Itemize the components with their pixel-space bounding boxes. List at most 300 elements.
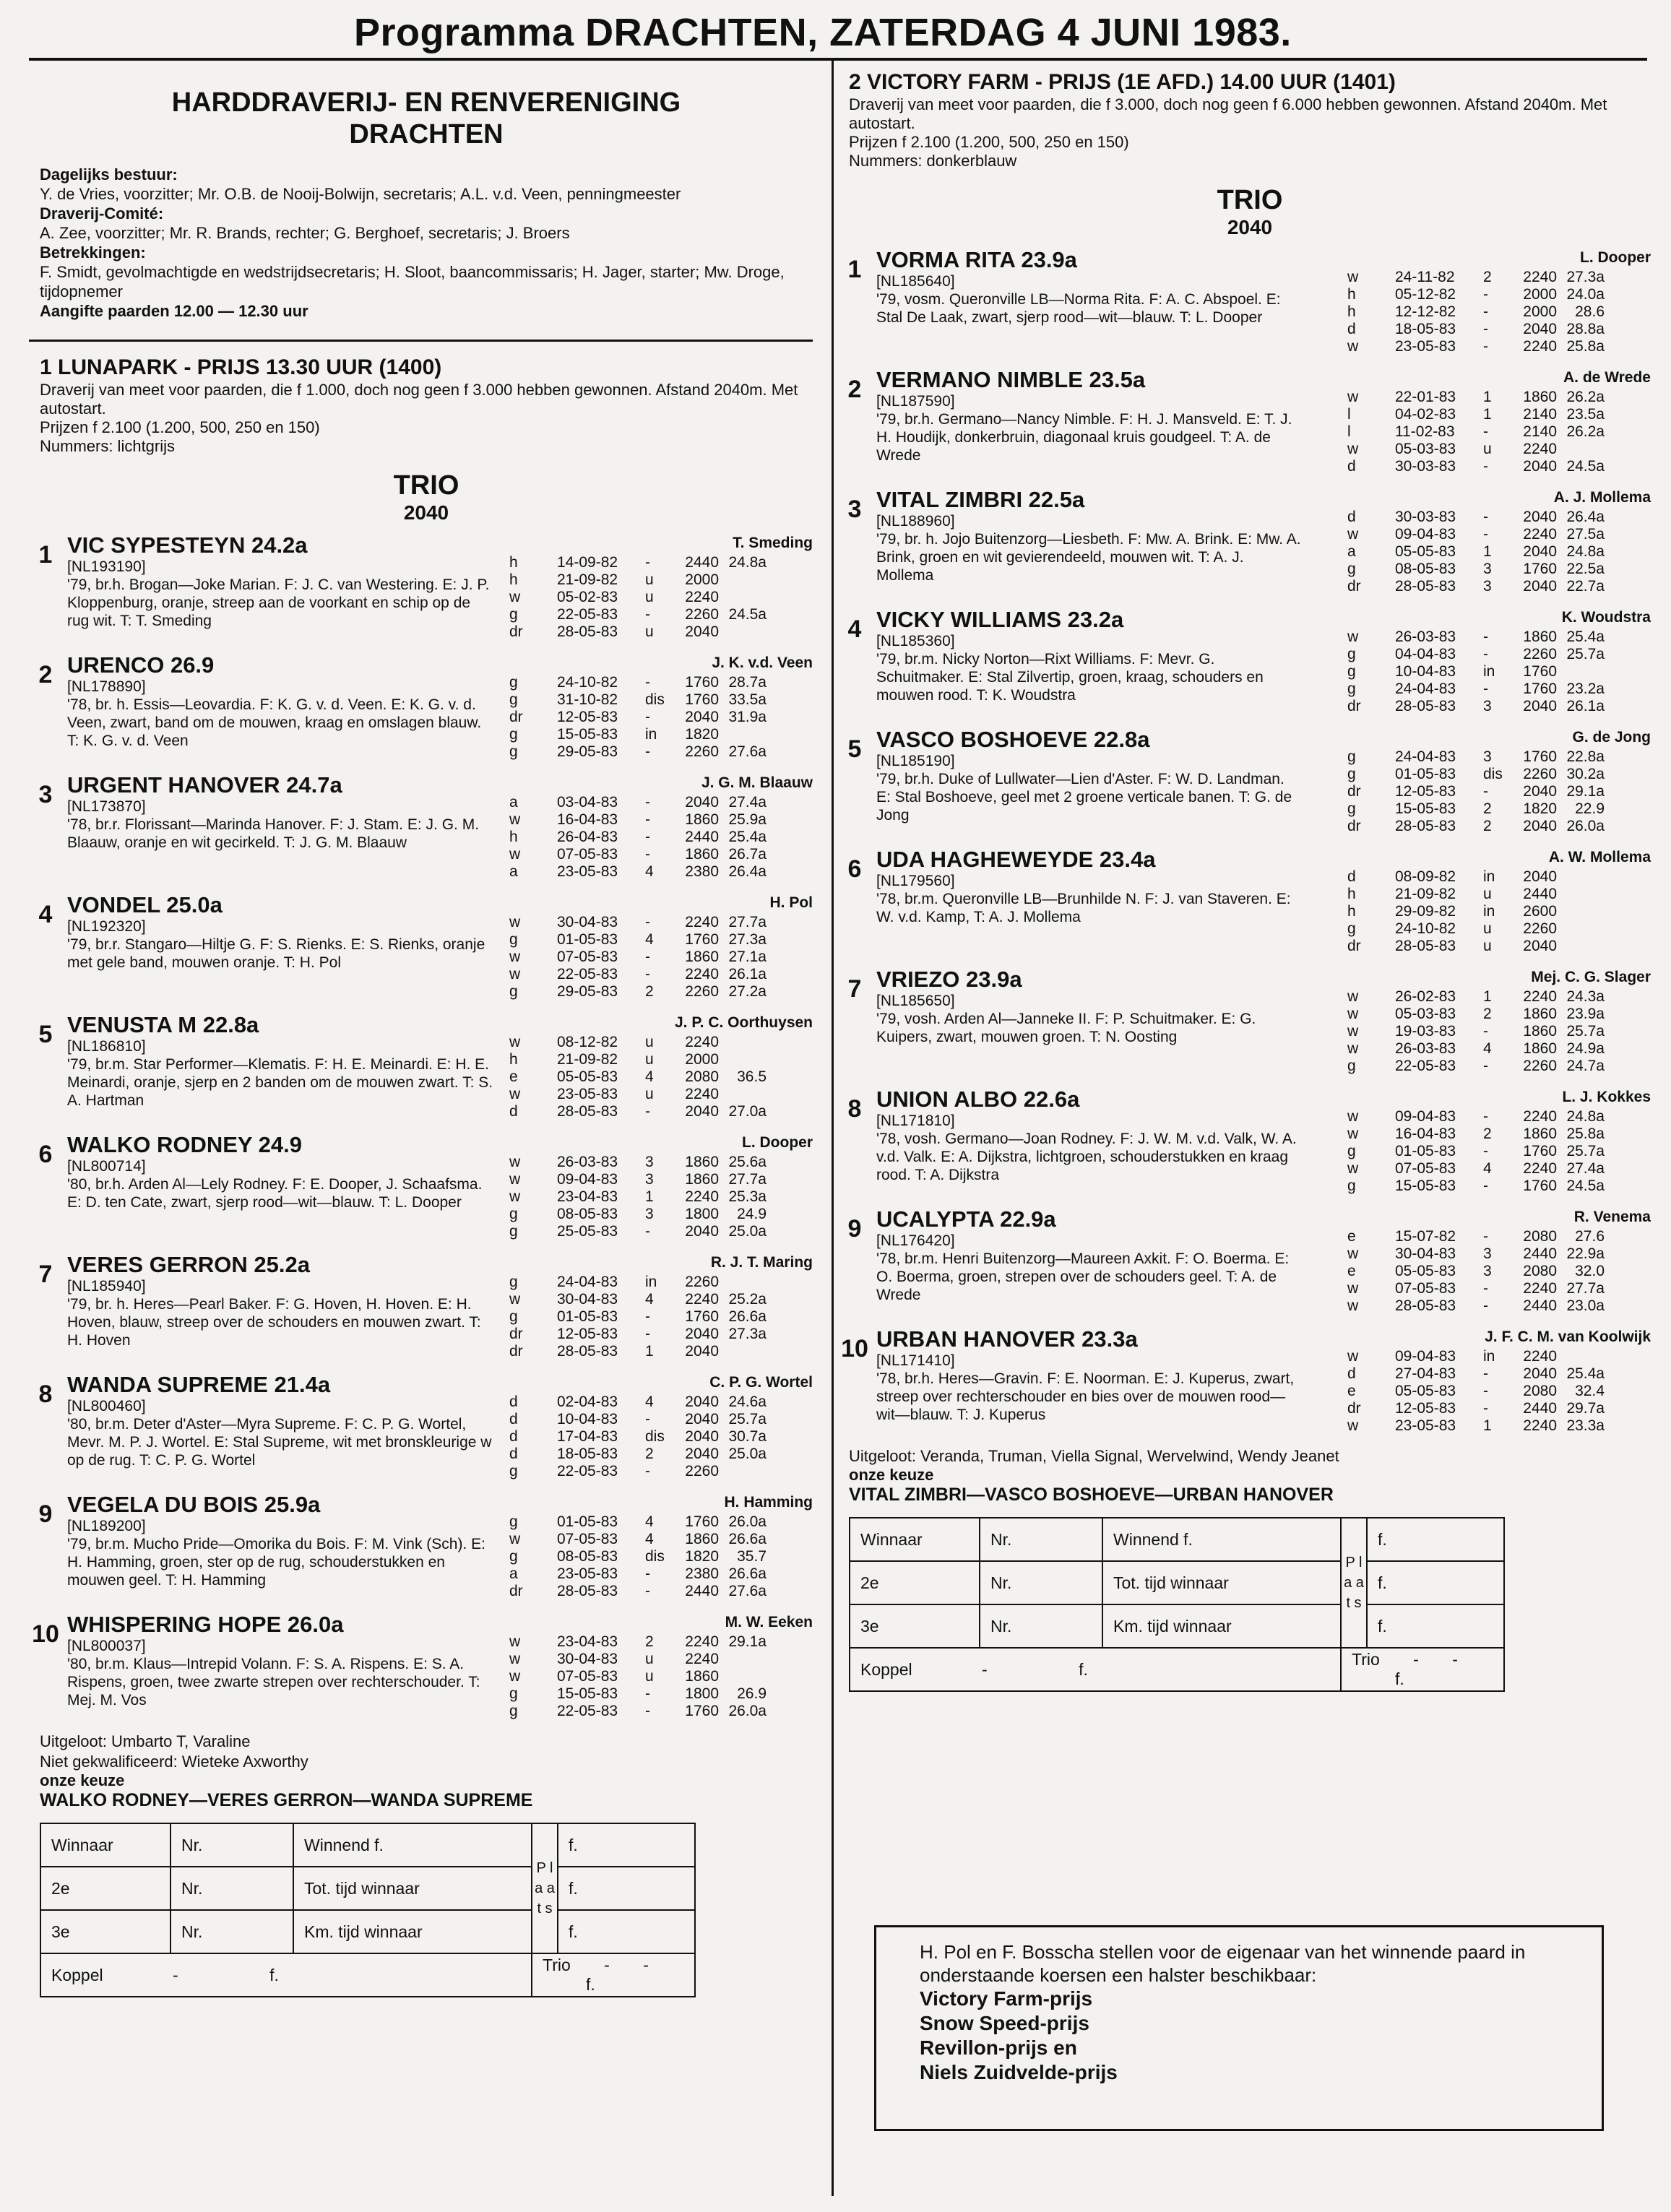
form-cell: 2380: [685, 1565, 719, 1582]
horse-entry: [849, 247, 1651, 355]
form-cell: 26.9: [737, 1685, 767, 1702]
form-cell: 27.0a: [728, 1103, 767, 1120]
horse-entry: [40, 1252, 813, 1360]
form-cell: 10-04-83: [557, 1411, 618, 1427]
form-cell: 1860: [1523, 1006, 1557, 1022]
form-cell: g: [509, 1463, 518, 1479]
form-cell: 3: [1483, 561, 1492, 577]
form-cell: 2080: [1523, 1228, 1557, 1245]
race-distance: 2040: [1227, 216, 1273, 238]
form-row: [1347, 886, 1609, 903]
form-cell: 05-12-82: [1395, 286, 1456, 303]
form-row: [1347, 509, 1609, 526]
form-cell: -: [645, 846, 650, 863]
form-cell: 22.9a: [1566, 1245, 1605, 1262]
horse-description: '78, br.r. Florissant—Marinda Hanover. F: J. Stam. E: J. G. M. Blaauw, oranje en wit gecirkeld. T: J. G. M. Blaauw: [67, 816, 480, 851]
form-cell: -: [645, 1326, 650, 1342]
form-row: [1347, 646, 1609, 663]
bet-nr-label: Nr.: [980, 1561, 1102, 1604]
form-cell: 2240: [1523, 526, 1557, 543]
horse-description: [NL189200]: [67, 1518, 146, 1534]
form-cell: 12-05-83: [1395, 1400, 1456, 1417]
form-cell: e: [1347, 1383, 1356, 1399]
horse-description: [NL185650]: [876, 993, 955, 1009]
form-cell: 21-09-82: [1395, 886, 1456, 902]
form-cell: -: [1483, 1023, 1488, 1040]
form-cell: 27-04-83: [1395, 1365, 1456, 1382]
form-cell: 2: [1483, 269, 1492, 285]
form-cell: u: [645, 571, 654, 588]
horse-description: [NL187590]: [876, 393, 955, 410]
form-cell: 26-02-83: [1395, 988, 1456, 1005]
horse-number: 8: [38, 1381, 53, 1408]
bet-field[interactable]: f.: [558, 1910, 695, 1953]
form-cell: g: [509, 1513, 518, 1530]
horse-entry: [40, 1492, 813, 1600]
form-cell: 23.5a: [1566, 406, 1605, 423]
bet-3e-label: 3e: [40, 1910, 170, 1953]
form-cell: 2240: [1523, 441, 1557, 457]
form-cell: 29-05-83: [557, 983, 618, 1000]
form-cell: 26.4a: [1566, 509, 1605, 525]
form-cell: 2240: [1523, 1160, 1557, 1177]
form-cell: 25.4a: [1566, 1365, 1605, 1382]
form-cell: 2040: [1523, 938, 1557, 954]
form-row: [1347, 1383, 1609, 1400]
form-cell: w: [509, 1188, 521, 1205]
horse-trainer: C. P. G. Wortel: [709, 1374, 813, 1391]
form-cell: 25.0a: [728, 1446, 767, 1462]
form-row: [1347, 543, 1609, 561]
form-cell: 2040: [1523, 783, 1557, 800]
form-cell: -: [1483, 286, 1488, 303]
form-row: [509, 1703, 771, 1720]
form-cell: 2040: [685, 1394, 719, 1410]
form-cell: 2040: [685, 709, 719, 725]
form-row: [509, 1583, 771, 1600]
race-footer: [849, 1446, 1651, 1505]
form-cell: -: [645, 914, 650, 930]
form-cell: 2040: [1523, 698, 1557, 714]
horse-description: [NL800714]: [67, 1158, 146, 1175]
form-cell: -: [645, 743, 650, 760]
form-cell: [723, 1463, 771, 1480]
form-cell: -: [645, 966, 650, 982]
form-cell: -: [1483, 303, 1488, 320]
form-cell: -: [645, 606, 650, 623]
form-cell: h: [509, 829, 518, 845]
form-cell: w: [1347, 628, 1359, 645]
form-cell: 4: [1483, 1040, 1492, 1057]
form-cell: g: [509, 1223, 518, 1240]
form-row: [1347, 1245, 1609, 1263]
form-cell: a: [509, 794, 518, 811]
form-cell: 2000: [1523, 303, 1557, 320]
form-cell: w: [509, 1531, 521, 1547]
form-cell: g: [509, 743, 518, 760]
form-cell: 23.0a: [1566, 1297, 1605, 1314]
form-cell: 2240: [685, 589, 719, 605]
form-cell: 4: [645, 1291, 654, 1308]
form-cell: 2440: [685, 1583, 719, 1599]
form-cell: w: [509, 914, 521, 930]
bestuur-label: Dagelijks bestuur:: [40, 165, 178, 183]
form-cell: 26-03-83: [557, 1154, 618, 1170]
form-cell: 09-04-83: [1395, 1108, 1456, 1125]
form-cell: w: [1347, 269, 1359, 285]
horse-trainer: J. K. v.d. Veen: [712, 654, 813, 671]
form-cell: -: [1483, 321, 1488, 337]
horse-name: URGENT HANOVER 24.7a: [67, 772, 342, 798]
horse-name: URENCO 26.9: [67, 652, 215, 678]
form-cell: -: [1483, 1400, 1488, 1417]
form-cell: 15-05-83: [1395, 1178, 1456, 1194]
form-row: [1347, 578, 1609, 595]
horse-number: 7: [38, 1261, 53, 1288]
form-cell: w: [509, 589, 521, 605]
form-cell: d: [509, 1446, 518, 1462]
bet-field[interactable]: f.: [1367, 1604, 1504, 1648]
form-cell: 24.3a: [1566, 988, 1605, 1005]
form-cell: d: [1347, 509, 1356, 525]
horse-trainer: A. J. Mollema: [1553, 489, 1651, 506]
form-cell: 2240: [685, 1034, 719, 1050]
bet-koppel[interactable]: Koppel - f.: [850, 1648, 1341, 1691]
form-cell: 2040: [685, 623, 719, 640]
bet-trio[interactable]: Trio - - f.: [1341, 1648, 1504, 1691]
form-row: [1347, 561, 1609, 578]
form-cell: 24-04-83: [1395, 681, 1456, 697]
form-cell: 1860: [685, 811, 719, 828]
form-cell: 26.6a: [728, 1565, 767, 1582]
horse-entry: [40, 772, 813, 881]
horse-trainer: T. Smeding: [733, 535, 813, 551]
form-cell: [723, 589, 771, 606]
form-cell: 08-05-83: [557, 1206, 618, 1222]
bet-winnend-label: Winnend f.: [293, 1823, 532, 1867]
form-cell: 25.7a: [1566, 646, 1605, 662]
form-cell: h: [1347, 303, 1356, 320]
horse-name: VONDEL 25.0a: [67, 892, 223, 917]
form-cell: 2040: [685, 1223, 719, 1240]
bet-koppel[interactable]: Koppel - f.: [40, 1953, 532, 1997]
column-divider: [832, 58, 834, 2196]
form-cell: 28-05-83: [557, 1583, 618, 1599]
form-cell: 07-05-83: [1395, 1160, 1456, 1177]
bet-trio[interactable]: Trio - - f.: [532, 1953, 695, 1997]
form-cell: 15-05-83: [557, 1685, 618, 1702]
race-footer: [40, 1732, 813, 1811]
form-cell: 2040: [1523, 868, 1557, 885]
form-cell: 2240: [685, 966, 719, 982]
form-cell: u: [645, 1051, 654, 1068]
title-main: DRACHTEN, ZATERDAG 4 JUNI 1983.: [585, 11, 1292, 54]
form-cell: 2040: [1523, 458, 1557, 475]
horse-number: 10: [32, 1620, 59, 1648]
form-row: [509, 1291, 771, 1308]
form-cell: u: [645, 1034, 654, 1050]
form-row: [1347, 458, 1609, 475]
form-cell: -: [645, 1583, 650, 1599]
horse-name: WHISPERING HOPE 26.0a: [67, 1612, 344, 1637]
form-cell: -: [645, 709, 650, 725]
form-row: [1347, 1348, 1609, 1365]
left-column: [32, 69, 813, 1997]
form-cell: 26.4a: [728, 863, 767, 880]
horse-trainer: A. W. Mollema: [1548, 849, 1651, 865]
bet-field[interactable]: f.: [1367, 1561, 1504, 1604]
horse-entry: [40, 532, 813, 641]
form-row: [509, 1171, 771, 1188]
form-cell: 26-04-83: [557, 829, 618, 845]
form-cell: [723, 1034, 771, 1051]
horse-description: [NL800037]: [67, 1638, 146, 1654]
form-cell: w: [1347, 526, 1359, 543]
form-cell: 27.7a: [728, 914, 767, 930]
form-row: [1347, 938, 1609, 955]
form-row: [509, 966, 771, 983]
form-cell: 1860: [1523, 1126, 1557, 1142]
form-cell: 1860: [685, 1154, 719, 1170]
form-cell: 27.6a: [728, 743, 767, 760]
form-row: [509, 1274, 771, 1291]
form-cell: [1561, 938, 1609, 955]
form-cell: u: [645, 589, 654, 605]
form-cell: 4: [645, 1531, 654, 1547]
form-cell: d: [1347, 868, 1356, 885]
form-cell: e: [1347, 1263, 1356, 1279]
form-cell: 25.4a: [1566, 628, 1605, 645]
bet-field[interactable]: f.: [558, 1823, 695, 1867]
form-cell: 26.2a: [1566, 423, 1605, 440]
race-numbers: Nummers: lichtgrijs: [40, 437, 176, 455]
bet-field[interactable]: f.: [1367, 1518, 1504, 1561]
form-cell: w: [509, 1291, 521, 1308]
form-cell: dis: [645, 691, 665, 708]
form-cell: g: [509, 1274, 518, 1290]
form-cell: 24-11-82: [1395, 269, 1455, 285]
form-row: [1347, 303, 1609, 321]
form-cell: 35.7: [737, 1548, 767, 1565]
form-row: [509, 1531, 771, 1548]
form-cell: 2240: [685, 1188, 719, 1205]
betrekkingen-text: F. Smidt, gevolmachtigde en wedstrijdsecretaris; H. Sloot, baancommissaris; H. Jager, starter; Mw. Droge, tijdopnemer: [40, 263, 785, 301]
form-cell: in: [1483, 663, 1495, 680]
horse-trainer: Mej. C. G. Slager: [1531, 969, 1651, 985]
horse-list: [841, 247, 1651, 1435]
horse-description: [NL186810]: [67, 1038, 146, 1055]
form-cell: 08-05-83: [557, 1548, 618, 1565]
horse-number: 2: [38, 661, 53, 688]
form-cell: 08-09-82: [1395, 868, 1456, 885]
form-cell: w: [1347, 338, 1359, 355]
form-row: [509, 949, 771, 966]
horse-trainer: L. Dooper: [1580, 249, 1651, 266]
race-distance: 2040: [403, 501, 449, 524]
form-row: [509, 811, 771, 829]
horse-entry: [849, 607, 1651, 715]
form-cell: 23-05-83: [557, 1086, 618, 1102]
form-table: [509, 554, 771, 641]
race-title: 1 LUNAPARK - PRIJS 13.30 UUR (1400): [40, 355, 442, 379]
form-row: [509, 1068, 771, 1086]
form-cell: d: [1347, 458, 1356, 475]
form-cell: a: [1347, 543, 1356, 560]
form-cell: 2: [1483, 1006, 1492, 1022]
form-cell: [723, 623, 771, 641]
form-cell: -: [645, 949, 650, 965]
form-cell: 24.8a: [1566, 543, 1605, 560]
form-cell: 1760: [1523, 561, 1557, 577]
horse-number: 9: [847, 1215, 862, 1243]
form-cell: 1760: [1523, 663, 1557, 680]
horse-entry: [40, 1372, 813, 1480]
form-cell: 1860: [1523, 628, 1557, 645]
form-cell: 23-04-83: [557, 1633, 618, 1650]
form-cell: g: [509, 931, 518, 948]
bet-2e-label: 2e: [850, 1561, 980, 1604]
form-cell: 22-05-83: [557, 1703, 618, 1719]
form-cell: 25.7a: [1566, 1143, 1605, 1159]
form-cell: 07-05-83: [557, 846, 618, 863]
form-cell: 22.7a: [1566, 578, 1605, 595]
form-cell: 23.9a: [1566, 1006, 1605, 1022]
form-cell: 30.7a: [728, 1428, 767, 1445]
form-table: [1347, 509, 1609, 595]
form-row: [509, 1308, 771, 1326]
form-cell: w: [509, 846, 521, 863]
form-cell: dr: [509, 709, 523, 725]
form-row: [509, 691, 771, 709]
form-cell: [1561, 663, 1609, 681]
form-cell: 28.6: [1575, 303, 1605, 320]
bet-form: [849, 1517, 1505, 1692]
form-row: [509, 1428, 771, 1446]
form-cell: 22-05-83: [557, 1463, 618, 1479]
form-row: [1347, 526, 1609, 543]
form-cell: -: [645, 554, 650, 571]
form-cell: 05-03-83: [1395, 1006, 1456, 1022]
horse-number: 8: [847, 1095, 862, 1123]
form-cell: 25.9a: [728, 811, 767, 828]
form-cell: 2240: [685, 1086, 719, 1102]
uitgeloot: Uitgeloot: Veranda, Truman, Viella Signal, Wervelwind, Wendy Jeanet: [849, 1447, 1339, 1465]
form-cell: [723, 1668, 771, 1685]
form-cell: 01-05-83: [557, 1308, 618, 1325]
our-choice: VITAL ZIMBRI—VASCO BOSHOEVE—URBAN HANOVER: [849, 1485, 1334, 1505]
bet-winnaar-label: Winnaar: [40, 1823, 170, 1867]
bestuur-text: Y. de Vries, voorzitter; Mr. O.B. de Nooij-Bolwijn, secretaris; A.L. v.d. Veen, penningmeester: [40, 185, 681, 203]
horse-trainer: J. P. C. Oorthuysen: [675, 1014, 813, 1031]
form-row: [1347, 1058, 1609, 1075]
form-cell: -: [645, 674, 650, 691]
form-cell: 30-04-83: [557, 1291, 618, 1308]
form-cell: u: [1483, 886, 1492, 902]
form-cell: 23.2a: [1566, 681, 1605, 697]
bet-field[interactable]: f.: [558, 1867, 695, 1910]
form-cell: h: [509, 1051, 518, 1068]
form-cell: 25.7a: [1566, 1023, 1605, 1040]
form-cell: 27.7a: [728, 1171, 767, 1188]
form-cell: 01-05-83: [1395, 766, 1456, 782]
horse-number: 1: [38, 541, 53, 569]
form-row: [509, 1651, 771, 1668]
bet-plaats-label: P l a a t s: [532, 1823, 558, 1953]
form-cell: 05-02-83: [557, 589, 618, 605]
form-cell: in: [1483, 903, 1495, 920]
horse-name: URBAN HANOVER 23.3a: [876, 1326, 1138, 1352]
form-cell: 2: [1483, 1126, 1492, 1142]
form-cell: 25.7a: [728, 1411, 767, 1427]
form-cell: 03-04-83: [557, 794, 618, 811]
horse-number: 6: [847, 855, 862, 883]
form-cell: 23-04-83: [557, 1188, 618, 1205]
horse-entry: [849, 1086, 1651, 1195]
form-cell: 24.8a: [728, 554, 767, 571]
horse-description: [NL185640]: [876, 273, 955, 290]
horse-description: '78, vosh. Germano—Joan Rodney. F: J. W. M. v.d. Valk, W. A. v.d. Valk. E: A. Dijkstra, lichtgroen, schouderstukken en kraag rood. T: A. Dijkstra: [876, 1131, 1297, 1183]
horse-trainer: L. J. Kokkes: [1562, 1089, 1651, 1105]
form-cell: g: [1347, 1058, 1356, 1074]
horse-number: 4: [847, 615, 862, 643]
form-cell: u: [1483, 938, 1492, 954]
horse-description: '78, br. h. Essis—Leovardia. F: K. G. v. d. Veen. E: K. G. v. d. Veen, zwart, band om de mouwen, kraag en omslagen blauw. T: K. G. v. d. Veen: [67, 696, 482, 749]
form-row: [509, 1343, 771, 1360]
horse-trainer: H. Pol: [769, 894, 813, 911]
form-cell: 1800: [685, 1685, 719, 1702]
bet-nr-label: Nr.: [170, 1823, 293, 1867]
form-cell: 2440: [1523, 1245, 1557, 1262]
form-cell: 27.1a: [728, 949, 767, 965]
form-cell: 30-04-83: [557, 1651, 618, 1667]
form-cell: l: [1347, 423, 1351, 440]
form-cell: d: [509, 1394, 518, 1410]
bet-nr-label: Nr.: [980, 1518, 1102, 1561]
form-cell: 2240: [685, 1651, 719, 1667]
horse-description: '78, br.h. Heres—Gravin. F: E. Noorman. E: J. Kuperus, zwart, streep over rechterschouder en bies over de mouwen rood—wit—blauw. T: J. Kuperus: [876, 1370, 1295, 1423]
form-cell: w: [509, 949, 521, 965]
form-cell: 22-01-83: [1395, 389, 1456, 405]
club-name: HARDDRAVERIJ- EN RENVERENIGING DRACHTEN: [171, 87, 681, 150]
form-cell: -: [1483, 458, 1488, 475]
form-cell: 4: [645, 931, 654, 948]
form-cell: dr: [1347, 578, 1361, 595]
form-cell: 2260: [1523, 766, 1557, 782]
form-cell: w: [509, 1633, 521, 1650]
form-cell: 26-03-83: [1395, 628, 1456, 645]
form-cell: 18-05-83: [557, 1446, 618, 1462]
horse-number: 9: [38, 1500, 53, 1528]
form-row: [1347, 1040, 1609, 1058]
form-cell: 33.5a: [728, 691, 767, 708]
form-cell: -: [1483, 628, 1488, 645]
form-row: [1347, 286, 1609, 303]
page-title: [354, 10, 1380, 55]
form-cell: 28-05-83: [1395, 818, 1456, 834]
form-cell: -: [1483, 1108, 1488, 1125]
form-cell: 1: [645, 1188, 654, 1205]
form-row: [1347, 903, 1609, 920]
form-cell: 1760: [685, 674, 719, 691]
form-cell: 1820: [1523, 800, 1557, 817]
form-cell: 28-05-83: [557, 1103, 618, 1120]
form-cell: [723, 571, 771, 589]
form-cell: 32.0: [1575, 1263, 1605, 1279]
form-cell: 2040: [1523, 321, 1557, 337]
form-row: [1347, 783, 1609, 800]
form-cell: -: [1483, 1228, 1488, 1245]
form-row: [1347, 269, 1609, 286]
